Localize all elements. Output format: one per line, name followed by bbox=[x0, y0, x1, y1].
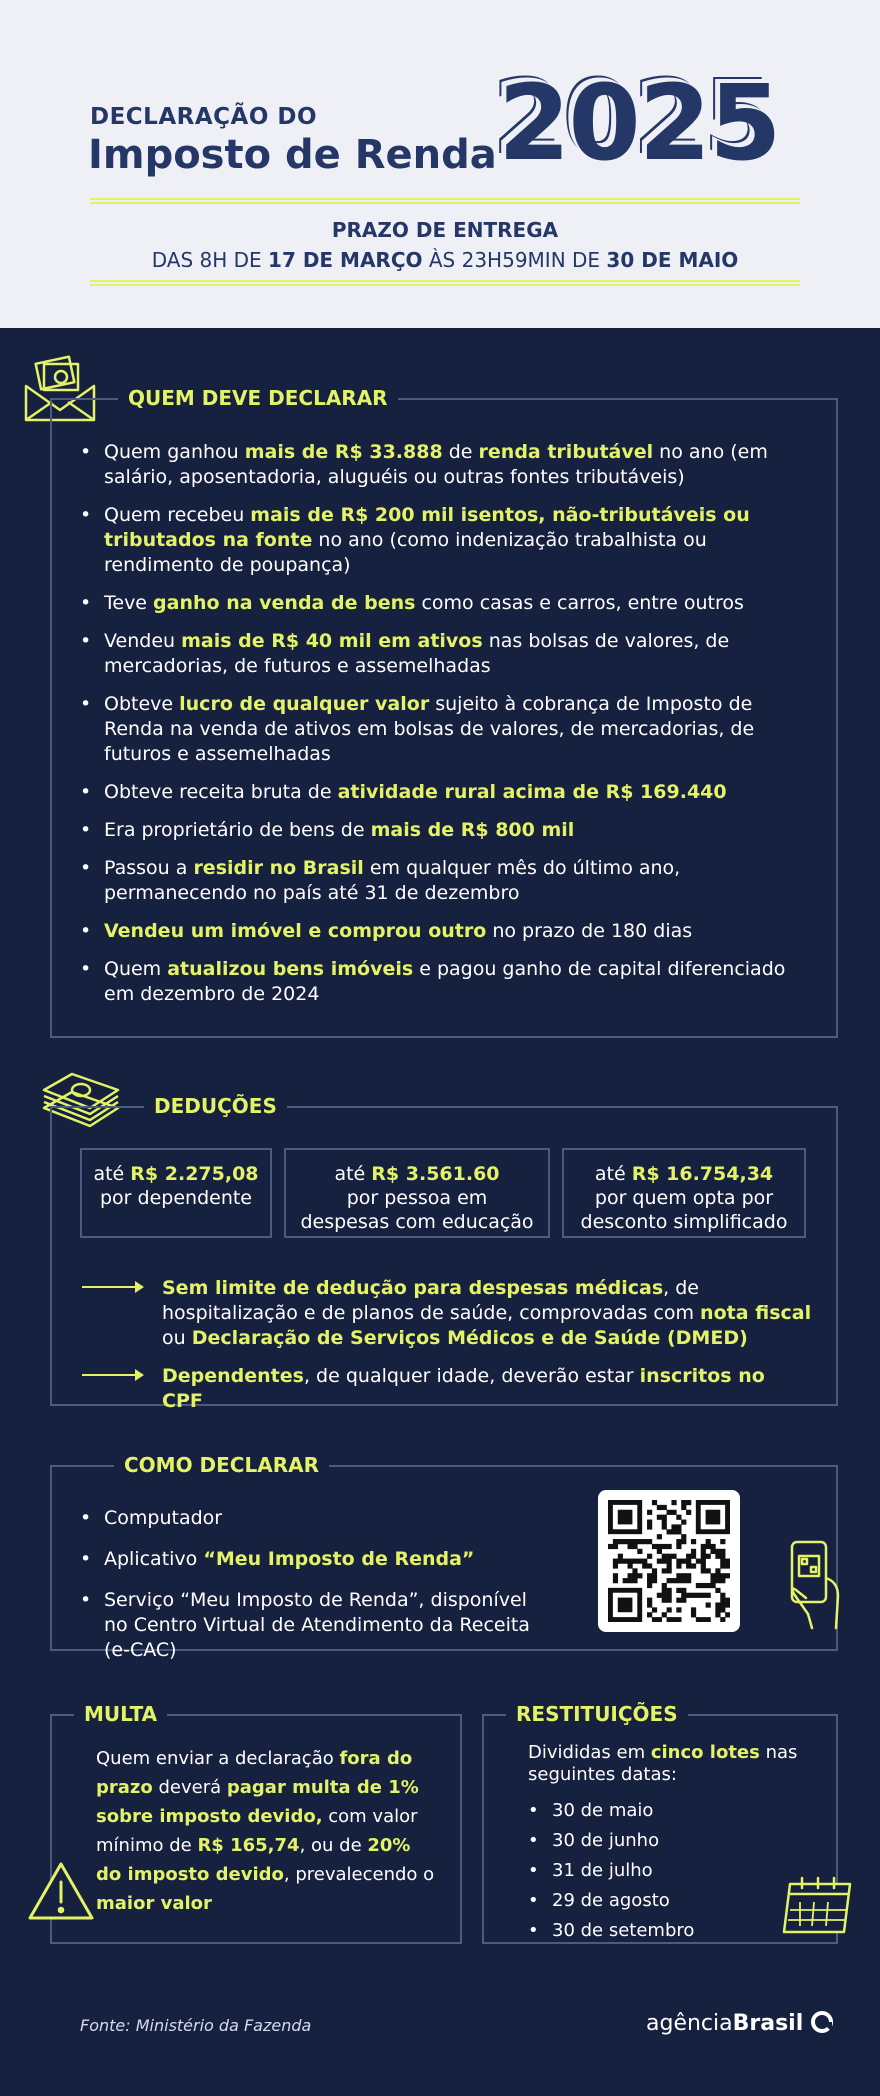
list-item: • Quem ganhou mais de R$ 33.888 de renda tributável no ano (em salário, aposentadoria, aluguéis ou outras fontes tributáveis) bbox=[80, 440, 815, 490]
list-item: • Quem recebeu mais de R$ 200 mil isentos, não-tributáveis ou tributados na fonte no ano (como indenização trabalhista ou rendimento de poupança) bbox=[80, 503, 815, 578]
header bbox=[0, 0, 880, 328]
divider bbox=[90, 280, 800, 286]
qr-code-image bbox=[608, 1500, 730, 1622]
restituicoes-intro: Divididas em cinco lotes nas seguintes datas: bbox=[528, 1742, 798, 1785]
list-item: • Quem atualizou bens imóveis e pagou ganho de capital diferenciado em dezembro de 2024 bbox=[80, 957, 815, 1007]
header-title: Imposto de Renda bbox=[88, 132, 497, 178]
list-item: • Obteve receita bruta de atividade rural acima de R$ 169.440 bbox=[80, 780, 815, 805]
qr-code[interactable] bbox=[598, 1490, 740, 1632]
deadline-title: PRAZO DE ENTREGA bbox=[331, 218, 559, 242]
logo-mark-icon bbox=[810, 2010, 834, 2034]
quem-list bbox=[80, 440, 815, 1020]
header-subtitle: DECLARAÇÃO DO bbox=[90, 104, 318, 130]
deduction-card: até R$ 3.561.60 por pessoa em despesas com educação bbox=[284, 1148, 550, 1238]
list-item: • 31 de julho bbox=[528, 1856, 728, 1886]
list-item: • Vendeu mais de R$ 40 mil em ativos nas bolsas de valores, de mercadorias, de futuros e assemelhadas bbox=[80, 629, 815, 679]
section-title-como: COMO DECLARAR bbox=[114, 1453, 329, 1477]
deduction-card: até R$ 2.275,08 por dependente bbox=[80, 1148, 272, 1238]
list-item: • 30 de setembro bbox=[528, 1916, 728, 1946]
agencia-brasil-logo[interactable]: agênciaBrasil bbox=[646, 2010, 834, 2036]
source-note: Fonte: Ministério da Fazenda bbox=[80, 2016, 312, 2035]
deduction-note: Dependentes, de qualquer idade, deverão estar inscritos no CPF bbox=[82, 1364, 822, 1392]
calendar-icon bbox=[782, 1874, 854, 1936]
header-year: 2025 bbox=[498, 62, 780, 184]
list-item: • Era proprietário de bens de mais de R$ 800 mil bbox=[80, 818, 815, 843]
list-item: • Aplicativo “Meu Imposto de Renda” bbox=[80, 1547, 550, 1572]
arrow-right-icon bbox=[82, 1374, 142, 1376]
como-list bbox=[80, 1506, 550, 1663]
list-item: • Vendeu um imóvel e comprou outro no prazo de 180 dias bbox=[80, 919, 815, 944]
list-item: • Teve ganho na venda de bens como casas e carros, entre outros bbox=[80, 591, 815, 616]
phone-hand-icon bbox=[782, 1538, 846, 1630]
list-item: • 30 de junho bbox=[528, 1826, 728, 1856]
arrow-right-icon bbox=[82, 1286, 142, 1288]
section-title-deducoes: DEDUÇÕES bbox=[144, 1094, 287, 1118]
list-item: • Obteve lucro de qualquer valor sujeito à cobrança de Imposto de Renda na venda de ativos em bolsas de valores, de mercadorias, de futuros e assemelhadas bbox=[80, 692, 815, 767]
divider bbox=[90, 198, 800, 204]
section-title-restituicoes: RESTITUIÇÕES bbox=[506, 1702, 688, 1726]
list-item: • 30 de maio bbox=[528, 1796, 728, 1826]
deduction-note: Sem limite de dedução para despesas médicas, de hospitalização e de planos de saúde, comprovadas com nota fiscal ou Declaração de Serviços Médicos e de Saúde (DMED) bbox=[82, 1276, 822, 1356]
deduction-card: até R$ 16.754,34 por quem opta por desconto simplificado bbox=[562, 1148, 806, 1238]
restituicoes-list bbox=[528, 1796, 728, 1946]
deadline-dates: DAS 8H DE 17 DE MARÇO ÀS 23H59MIN DE 30 DE MAIO bbox=[151, 248, 739, 272]
section-title-multa: MULTA bbox=[74, 1702, 167, 1726]
multa-text: Quem enviar a declaração fora do prazo deverá pagar multa de 1% sobre imposto devido, com valor mínimo de R$ 165,74, ou de 20% do imposto devido, prevalecendo o maior valor bbox=[96, 1748, 435, 1914]
section-title-quem: QUEM DEVE DECLARAR bbox=[118, 386, 398, 410]
list-item: • Serviço “Meu Imposto de Renda”, disponível no Centro Virtual de Atendimento da Receita (e-CAC) bbox=[80, 1588, 550, 1663]
list-item: • Passou a residir no Brasil em qualquer mês do último ano, permanecendo no país até 31 de dezembro bbox=[80, 856, 815, 906]
list-item: • Computador bbox=[80, 1506, 550, 1531]
list-item: • 29 de agosto bbox=[528, 1886, 728, 1916]
warning-icon bbox=[26, 1860, 96, 1922]
